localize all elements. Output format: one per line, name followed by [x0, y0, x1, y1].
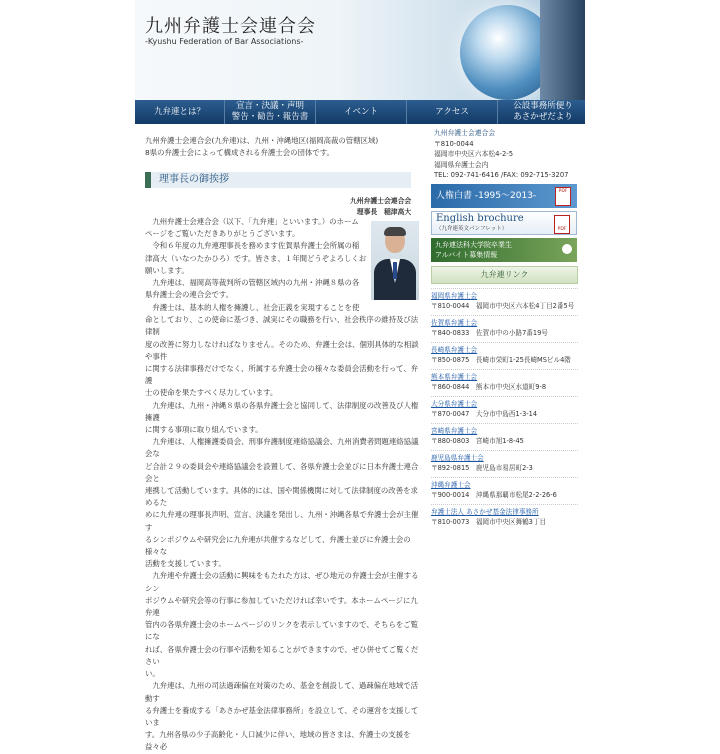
bar-association-address: 〒870-0047 大分市中島西1-3-14 [431, 409, 538, 418]
greeting-line: 九弁連は、福岡高等裁判所の管轄区域内の九州・沖縄８県の各 [145, 278, 360, 288]
greeting-line: ページをご覧いただきありがとうございます。 [145, 229, 300, 239]
bar-association-link[interactable]: 大分県弁護士会 [431, 399, 478, 408]
greeting-line: い。 [145, 669, 160, 679]
contact-address: 福岡市中央区六本松4-2-5 [434, 150, 514, 158]
sidebar [430, 125, 578, 531]
main-nav [135, 100, 585, 124]
greeting-line: 弁護士は、基本的人権を擁護し、社会正義を実現することを使 [145, 303, 360, 312]
nav-declarations-label-1: 宣言・決議・声明 [235, 101, 304, 111]
bar-association-link[interactable]: 福岡県弁護士会 [431, 291, 478, 300]
greeting-line: 九弁連は、九州・沖縄８県の各県弁護士会と協同して、法律制度の改善及び人権擁護 [145, 400, 419, 422]
bar-association-link[interactable]: 長崎県弁護士会 [431, 345, 478, 354]
bar-association-link[interactable]: 佐賀県弁護士会 [431, 318, 478, 327]
greeting-line: れば、各県弁護士会の行事や活動を知ることができますので、ぜひ併せてご覧ください [145, 644, 419, 666]
greeting-line: ポジウムや研究会等の行事に参加していただければ幸いです。本ホームページに九弁連 [145, 595, 418, 618]
site-subtitle: -Kyushu Federation of Bar Associations- [145, 37, 304, 46]
intro-line: 8県の弁護士会によって構成される弁護士会の団体です。 [145, 148, 334, 158]
site-title[interactable]: 九州弁護士会連合会 [145, 16, 316, 37]
list-item [431, 504, 578, 527]
nav-about-label: 九弁連とは？ [153, 106, 205, 117]
greeting-line: 士の使命を果たすべく尽力しています。 [145, 388, 278, 398]
greeting-line: ど合計２９の委員会や連絡協議会を設置して、各県弁護士会並びに日本弁護士連合会と [145, 461, 419, 483]
bar-association-link[interactable]: 熊本県弁護士会 [431, 372, 478, 381]
greeting-heading: 理事長の御挨拶 [145, 172, 411, 188]
chairman-photo [371, 221, 419, 300]
contact-name: 九州弁護士会連合会 [434, 129, 496, 137]
intro-line: 九州弁護士会連合会(九弁連)は、九州・沖縄地区(福岡高裁の管轄区域) [145, 136, 379, 145]
signature-org: 九州弁護士会連合会 [350, 197, 412, 205]
pdf-icon [554, 215, 570, 234]
human-rights-whitepaper-banner[interactable] [431, 184, 577, 208]
list-item [431, 450, 578, 473]
bar-association-address: 〒810-0044 福岡市中央区六本松4丁目2番5号 [431, 301, 575, 310]
greeting-line: 度の改善に努力しなければなりません。そのため、弁護士会は、個別具体的な相談や事件 [145, 339, 419, 361]
greeting-line: 令和６年度の九弁連理事長を務めます佐賀県弁護士会所属の稲 [145, 241, 360, 251]
nav-newsletter-label-2: あさかぜだより [513, 112, 573, 122]
brochure-subtitle: （九弁連英文パンフレット） [436, 225, 508, 232]
greeting-line: る弁護士を養成する「あさかぜ基金法律事務所」を設立して、その運営を支援していま [145, 705, 419, 727]
greeting-line: に関する法律事務だけでなく、所属する弁護士会の様々な委員会活動を行って、弁護 [145, 364, 419, 386]
intro-text [145, 135, 407, 159]
english-brochure-banner[interactable] [431, 211, 577, 235]
greeting-line: るシンポジウムや研究会に九弁連が共催するなどして、弁護士並びに弁護士会の様々な [145, 534, 411, 557]
list-item [431, 369, 578, 392]
bar-association-link[interactable]: 鹿児島県弁護士会 [431, 453, 484, 462]
greeting-line: す。九州各県の少子高齢化・人口減少に伴い、地域の皆さまは、弁護士の支援を益々必 [145, 730, 411, 752]
bar-association-address: 〒900-0014 沖縄県那覇市松尾2-2-26-6 [431, 490, 557, 499]
pdf-icon [555, 187, 571, 206]
bar-association-link[interactable]: 沖縄弁護士会 [431, 480, 471, 489]
contact-zip: 〒810-0044 [434, 139, 474, 148]
hand-image [540, 0, 585, 100]
bar-association-address: 〒840-0833 佐賀市中の小路7番19号 [431, 328, 548, 337]
nav-events-label: イベント [343, 106, 378, 117]
bar-association-link[interactable]: 弁護士法人 あさかぜ基金法律事務所 [431, 507, 539, 516]
nav-newsletter[interactable] [498, 100, 588, 124]
whitepaper-label: 人権白書 -1995〜2013- [436, 190, 537, 201]
pdf-icon-label: PDF [558, 188, 568, 194]
greeting-line: 願いします。 [145, 265, 189, 275]
bar-association-address: 〒810-0073 福岡市中央区舞鶴3丁目 [431, 517, 547, 526]
bar-association-address: 〒860-0844 熊本市中央区水道町9-8 [431, 382, 547, 391]
signature-title: 理事長 稲津高大 [356, 208, 412, 216]
contact-address-2: 福岡県弁護士会内 [434, 160, 489, 169]
greeting-body-lower [145, 302, 419, 754]
nav-about[interactable] [135, 100, 225, 124]
greeting-line: 連携して活動しています。具体的には、国や関係機関に対して法律制度の改善を求めるた [145, 486, 418, 508]
greeting-line: 九弁連や弁護士会の活動に興味をもたれた方は、ぜひ地元の弁護士会が主催するシン [145, 571, 419, 593]
brochure-title: English brochure [436, 212, 524, 224]
arrow-right-icon [562, 244, 572, 254]
greeting-line: 津高大（いなつたかひろ）です。皆さま、１年間どうぞよろしくお [145, 253, 367, 263]
recruit-banner[interactable] [431, 238, 577, 262]
list-item [431, 477, 578, 500]
contact-tel: TEL: 092-741-6416 /FAX: 092-715-3207 [434, 171, 569, 179]
recruit-label-2: アルバイト募集情報 [435, 250, 498, 259]
greeting-line: 九州弁護士会連合会（以下、「九弁連」といいます。）のホーム [145, 217, 359, 226]
list-item [431, 288, 578, 311]
greeting-body-upper [145, 216, 367, 301]
greeting-line: 県弁護士会の連合会です。 [145, 290, 234, 300]
recruit-label-1: 九弁連法科大学院卒業生 [435, 240, 512, 249]
bar-association-link[interactable]: 宮崎県弁護士会 [431, 426, 478, 435]
site-header [135, 0, 585, 100]
nav-access[interactable] [407, 100, 498, 124]
greeting-line: 活動を支援しています。 [145, 559, 226, 569]
bar-association-address: 〒892-0815 鹿児島市易居町2-3 [431, 463, 533, 472]
list-item [431, 315, 578, 338]
greeting-line: めに九弁連の理事長声明、宣言、決議を発出し、九州・沖縄各県で弁護士会が主催す [145, 510, 419, 532]
nav-newsletter-label-1: 公設事務所便り [513, 101, 573, 111]
nav-declarations[interactable] [225, 100, 316, 124]
links-heading: 九弁連リンク [431, 266, 578, 284]
bar-association-address: 〒850-0875 長崎市栄町1-25長崎MSビル4階 [431, 355, 571, 364]
nav-declarations-label-2: 警告・勧告・報告書 [231, 112, 309, 122]
greeting-line: 管内の各県弁護士会のホームページのリンクを表示していますので、そちらをご覧にな [145, 620, 419, 642]
greeting-line: 命としており、この使命に基づき、誠実にその職務を行い、社会秩序の維持及び法律制 [145, 315, 419, 337]
nav-events[interactable] [316, 100, 407, 124]
nav-access-label: アクセス [435, 106, 469, 117]
list-item [431, 423, 578, 446]
greeting-line: 九弁連は、人権擁護委員会、刑事弁護制度連絡協議会、九州消費者問題連絡協議会な [145, 437, 419, 459]
list-item [431, 342, 578, 365]
contact-info [430, 125, 578, 184]
greeting-line: に関する事項に取り組んでいます。 [145, 425, 263, 435]
greeting-line: 九弁連は、九州の司法過疎偏在対策のため、基金を創設して、過疎偏在地域で活動す [145, 681, 419, 703]
pdf-icon-label: PDF [557, 226, 567, 232]
chairman-signature [350, 196, 411, 218]
list-item [431, 396, 578, 419]
bar-association-address: 〒880-0803 宮崎市旭1-8-45 [431, 436, 524, 445]
